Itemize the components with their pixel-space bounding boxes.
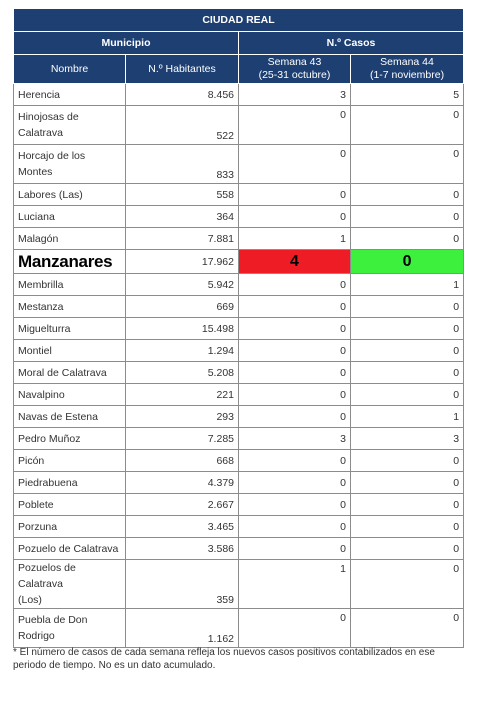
- habitantes-cell: 1.162: [126, 609, 239, 648]
- table-row: [14, 538, 464, 560]
- table-row: [14, 472, 464, 494]
- municipio-name: [14, 206, 126, 228]
- table-row: [14, 516, 464, 538]
- semana43-cell: 3: [239, 428, 351, 450]
- habitantes-cell: 364: [126, 206, 239, 228]
- municipio-name-line: Herencia: [18, 88, 61, 101]
- semana43-cell: 0: [239, 406, 351, 428]
- table-row: [14, 84, 464, 106]
- semana44-cell: 3: [351, 428, 464, 450]
- semana43-cell: 0: [239, 384, 351, 406]
- cases-table: [13, 8, 464, 648]
- table-row: [14, 274, 464, 296]
- municipio-name: [14, 472, 126, 494]
- habitantes-cell: 3.465: [126, 516, 239, 538]
- municipio-name: [14, 560, 126, 609]
- municipio-name-line: Pozuelos de Calatrava: [18, 562, 76, 590]
- municipio-name: [14, 340, 126, 362]
- semana43-cell: 0: [239, 296, 351, 318]
- table-row: [14, 450, 464, 472]
- semana43-cell: 0: [239, 145, 351, 184]
- semana43-cell: 0: [239, 318, 351, 340]
- habitantes-cell: 558: [126, 184, 239, 206]
- semana44-cell: 0: [351, 228, 464, 250]
- habitantes-cell: 668: [126, 450, 239, 472]
- semana44-cell: 0: [351, 472, 464, 494]
- table-row: [14, 406, 464, 428]
- habitantes-cell: 3.586: [126, 538, 239, 560]
- table-row: [14, 609, 464, 648]
- semana44-cell: 0: [351, 206, 464, 228]
- municipio-name-line: Hinojosas de: [18, 111, 79, 123]
- semana44-cell: 0: [351, 538, 464, 560]
- municipio-name: [14, 296, 126, 318]
- table-row: [14, 384, 464, 406]
- semana43-cell: 0: [239, 362, 351, 384]
- municipio-name-line: Pozuelo de Calatrava: [18, 542, 119, 555]
- habitantes-cell: 833: [126, 145, 239, 184]
- semana43-cell: 0: [239, 516, 351, 538]
- municipio-name-line: Manzanares: [18, 251, 113, 271]
- habitantes-cell: 4.379: [126, 472, 239, 494]
- municipio-name-line: Calatrava: [18, 127, 63, 139]
- municipio-name-line: Membrilla: [18, 278, 64, 291]
- nombre-header: Nombre: [14, 55, 126, 84]
- semana44-cell: 0: [351, 296, 464, 318]
- municipio-name: [14, 184, 126, 206]
- semana43-cell: 3: [239, 84, 351, 106]
- table-body: [14, 84, 464, 648]
- table-row: [14, 362, 464, 384]
- habitantes-cell: 7.881: [126, 228, 239, 250]
- semana44-cell: 0: [351, 184, 464, 206]
- municipio-name: [14, 228, 126, 250]
- municipio-name: [14, 516, 126, 538]
- municipio-name: [14, 494, 126, 516]
- semana43-cell: 0: [239, 184, 351, 206]
- municipio-name-line: Miguelturra: [18, 322, 71, 335]
- municipio-name: [14, 406, 126, 428]
- table-row: [14, 184, 464, 206]
- municipio-name: [14, 145, 126, 184]
- semana44-cell: 0: [351, 516, 464, 538]
- semana44-cell: 0: [351, 106, 464, 145]
- semana44-cell: 0: [351, 340, 464, 362]
- semana44-range: (1-7 noviembre): [369, 69, 445, 81]
- habitantes-cell: 15.498: [126, 318, 239, 340]
- semana43-cell: 4: [239, 250, 351, 274]
- semana44-cell: 1: [351, 406, 464, 428]
- table-row: [14, 340, 464, 362]
- table-row: [14, 318, 464, 340]
- habitantes-cell: 17.962: [126, 250, 239, 274]
- semana44-cell: 5: [351, 84, 464, 106]
- casos-group-header: N.º Casos: [239, 32, 464, 55]
- habitantes-header: N.º Habitantes: [126, 55, 239, 84]
- municipio-name-line: Poblete: [18, 498, 54, 511]
- semana44-cell: 0: [351, 609, 464, 648]
- semana44-title: Semana 44: [380, 56, 434, 68]
- table-row: [14, 206, 464, 228]
- semana43-cell: 1: [239, 560, 351, 609]
- table-row: [14, 106, 464, 145]
- municipio-name-line: Navalpino: [18, 388, 65, 401]
- municipio-name-line: Puebla de Don: [18, 614, 88, 626]
- municipio-name-line: Malagón: [18, 232, 59, 245]
- semana43-range: (25-31 octubre): [258, 69, 331, 81]
- municipio-name-line: Horcajo de los: [18, 150, 86, 162]
- municipio-name-line: Porzuna: [18, 520, 58, 533]
- municipio-name: [14, 450, 126, 472]
- municipio-name: [14, 250, 126, 274]
- semana44-cell: 0: [351, 560, 464, 609]
- semana44-cell: 0: [351, 494, 464, 516]
- municipio-name-line: Rodrigo: [18, 630, 55, 642]
- municipio-name-line: Moral de Calatrava: [18, 366, 107, 379]
- semana43-cell: 0: [239, 274, 351, 296]
- habitantes-cell: 5.208: [126, 362, 239, 384]
- semana44-cell: 0: [351, 384, 464, 406]
- municipio-name: [14, 84, 126, 106]
- municipio-name-line: Picón: [18, 454, 45, 467]
- municipio-name: [14, 274, 126, 296]
- table-row: [14, 560, 464, 609]
- habitantes-cell: 669: [126, 296, 239, 318]
- municipio-name: [14, 106, 126, 145]
- habitantes-cell: 7.285: [126, 428, 239, 450]
- municipio-name: [14, 428, 126, 450]
- semana44-cell: 0: [351, 450, 464, 472]
- habitantes-cell: 1.294: [126, 340, 239, 362]
- semana43-cell: 0: [239, 106, 351, 145]
- habitantes-cell: 8.456: [126, 84, 239, 106]
- municipio-name-line: Labores (Las): [18, 188, 83, 201]
- semana44-cell: 0: [351, 145, 464, 184]
- municipio-name: [14, 362, 126, 384]
- table-row: [14, 228, 464, 250]
- municipio-name-line: Mestanza: [18, 300, 64, 313]
- municipio-name: [14, 609, 126, 648]
- habitantes-cell: 5.942: [126, 274, 239, 296]
- municipio-name: [14, 384, 126, 406]
- semana43-cell: 0: [239, 340, 351, 362]
- table-row: [14, 428, 464, 450]
- habitantes-cell: 522: [126, 106, 239, 145]
- semana43-cell: 0: [239, 472, 351, 494]
- semana43-title: Semana 43: [267, 56, 322, 68]
- municipio-name: [14, 538, 126, 560]
- semana44-cell: 1: [351, 274, 464, 296]
- semana43-cell: 0: [239, 494, 351, 516]
- habitantes-cell: 2.667: [126, 494, 239, 516]
- table-row: [14, 145, 464, 184]
- semana44-cell: 0: [351, 318, 464, 340]
- semana44-header: [351, 55, 464, 84]
- municipio-name-line: Pedro Muñoz: [18, 432, 81, 445]
- semana43-cell: 0: [239, 609, 351, 648]
- municipio-group-header: Municipio: [14, 32, 239, 55]
- habitantes-cell: 359: [126, 560, 239, 609]
- semana43-cell: 1: [239, 228, 351, 250]
- table-title: CIUDAD REAL: [14, 9, 464, 32]
- municipio-name-line: Montiel: [18, 344, 52, 357]
- table-row: [14, 250, 464, 274]
- municipio-name-line: (Los): [18, 594, 42, 606]
- table-row: [14, 494, 464, 516]
- semana43-header: [239, 55, 351, 84]
- habitantes-cell: 293: [126, 406, 239, 428]
- footnote: * El número de casos de cada semana refleja los nuevos casos positivos contabilizados en ese periodo de tiempo. No es un dato acumulado.: [13, 647, 435, 671]
- municipio-name-line: Luciana: [18, 210, 55, 223]
- habitantes-cell: 221: [126, 384, 239, 406]
- semana43-cell: 0: [239, 538, 351, 560]
- municipio-name-line: Piedrabuena: [18, 476, 78, 489]
- semana44-cell: 0: [351, 362, 464, 384]
- semana43-cell: 0: [239, 450, 351, 472]
- municipio-name: [14, 318, 126, 340]
- semana43-cell: 0: [239, 206, 351, 228]
- semana44-cell: 0: [351, 250, 464, 274]
- municipio-name-line: Montes: [18, 166, 53, 178]
- table-row: [14, 296, 464, 318]
- municipio-name-line: Navas de Estena: [18, 410, 98, 423]
